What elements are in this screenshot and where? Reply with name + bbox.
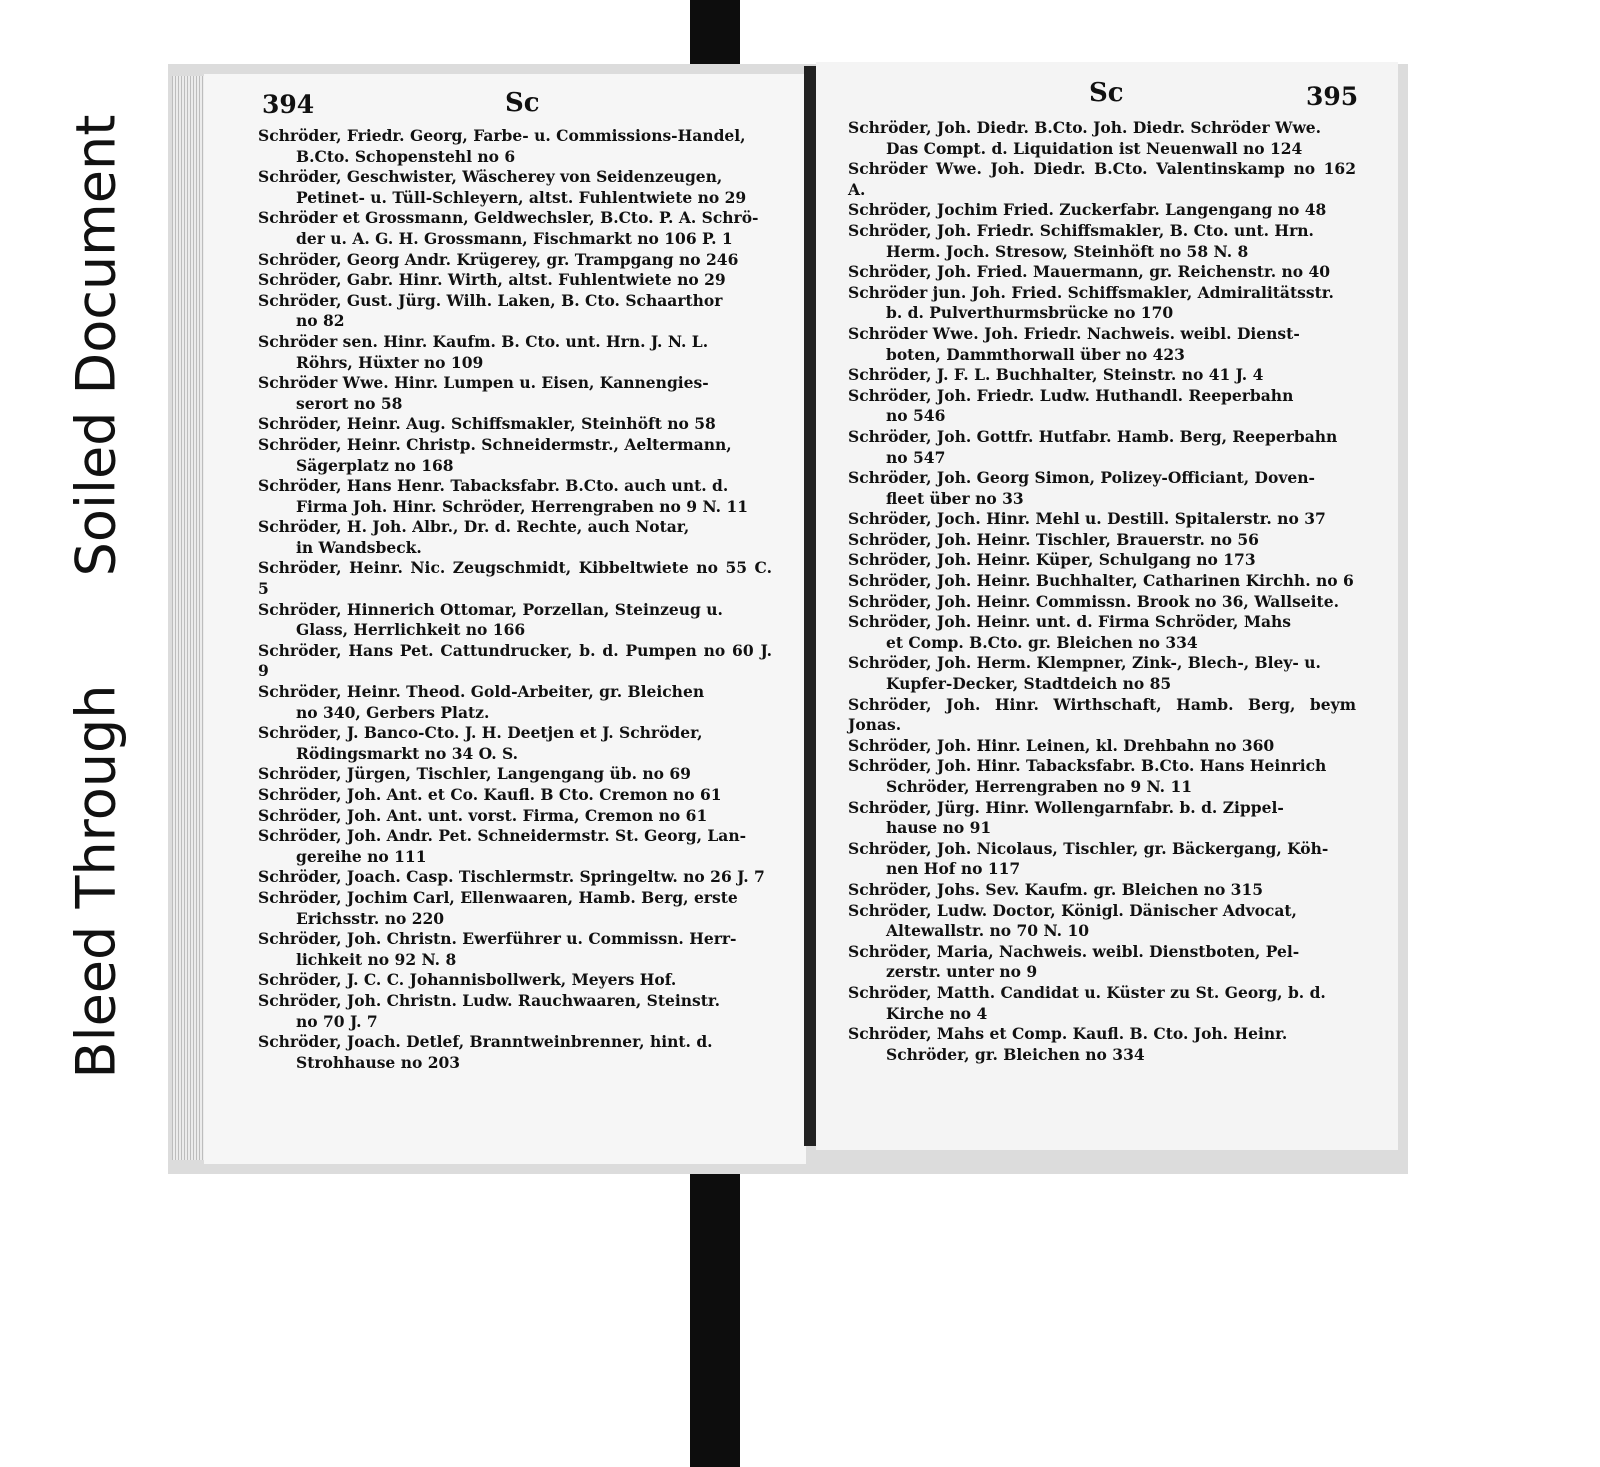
directory-entry — [258, 867, 772, 888]
directory-entry — [258, 929, 772, 970]
entry-line: Schröder, Joh. Heinr. Commissn. Brook no 36, Wallseite. — [848, 591, 1339, 611]
entry-line: Schröder, Joh. Hinr. Tabacksfabr. B.Cto. Hans Heinrich — [848, 756, 1327, 776]
entry-line: Schröder, Maria, Nachweis. weibl. Dienstboten, Pel- — [848, 941, 1300, 961]
entry-continuation-line: Das Compt. d. Liquidation ist Neuenwall no 124 — [886, 138, 1303, 158]
entry-continuation-line: nen Hof no 117 — [886, 859, 1021, 879]
entry-continuation-line: Herm. Joch. Stresow, Steinhöft no 58 N. 8 — [886, 241, 1249, 261]
directory-entry — [258, 785, 772, 806]
directory-entry — [258, 435, 772, 476]
soiled-document-text: Soiled Document — [64, 114, 128, 576]
directory-entry — [258, 517, 772, 558]
entry-line: Schröder, Joh. Heinr. unt. d. Firma Schröder, Mahs — [848, 612, 1292, 632]
bookmark-tab-top — [690, 0, 740, 74]
directory-entry — [258, 291, 772, 332]
entry-line: Schröder, Hans Henr. Tabacksfabr. B.Cto. auch unt. d. — [258, 476, 729, 496]
entry-line: Schröder, Joh. Friedr. Ludw. Huthandl. Reeperbahn — [848, 385, 1294, 405]
directory-entry — [848, 324, 1356, 365]
directory-entry — [258, 332, 772, 373]
entry-line: Schröder, Hans Pet. Cattundrucker, b. d. Pumpen no 60 J. 9 — [258, 640, 772, 681]
bookmark-tab-bottom — [690, 1142, 740, 1467]
directory-entry — [258, 682, 772, 723]
bleed-through-text: Bleed Through — [64, 684, 128, 1078]
entry-continuation-line: zerstr. unter no 9 — [886, 962, 1038, 982]
entry-line: Schröder, Joh. Hinr. Wirthschaft, Hamb. Berg, beym Jonas. — [848, 694, 1356, 735]
right-page-number: 395 — [1306, 82, 1359, 111]
directory-entry — [848, 221, 1356, 262]
entry-line: Schröder, Joh. Ant. et Co. Kaufl. B Cto. Cremon no 61 — [258, 785, 722, 804]
entry-line: Schröder, Geschwister, Wäscherey von Seidenzeugen, — [258, 167, 723, 187]
entry-continuation-line: der u. A. G. H. Grossmann, Fischmarkt no 106 P. 1 — [296, 228, 733, 248]
entry-line: Schröder Wwe. Joh. Diedr. B.Cto. Valentinskamp no 162 A. — [848, 159, 1356, 199]
entry-continuation-line: et Comp. B.Cto. gr. Bleichen no 334 — [886, 632, 1198, 652]
entry-continuation-line: Schröder, gr. Bleichen no 334 — [886, 1044, 1145, 1064]
entry-line: Schröder, H. Joh. Albr., Dr. d. Rechte, auch Notar, — [258, 517, 690, 537]
directory-entry — [848, 365, 1356, 386]
directory-entry — [848, 695, 1356, 736]
entry-continuation-line: Altewallstr. no 70 N. 10 — [886, 921, 1090, 941]
entry-line: Schröder, Jürgen, Tischler, Langengang üb. no 69 — [258, 764, 691, 784]
entry-continuation-line: hause no 91 — [886, 818, 992, 838]
bleed-through-label — [32, 652, 160, 1110]
entry-continuation-line: no 547 — [886, 447, 946, 467]
directory-entry — [258, 414, 772, 435]
entry-line: Schröder, Jochim Fried. Zuckerfabr. Langengang no 48 — [848, 200, 1327, 220]
entry-continuation-line: Schröder, Herrengraben no 9 N. 11 — [886, 777, 1193, 796]
directory-entry — [258, 1032, 772, 1073]
entry-line: Schröder jun. Joh. Fried. Schiffsmakler, Admiralitätsstr. — [848, 282, 1334, 302]
entry-continuation-line: Kirche no 4 — [886, 1003, 988, 1023]
directory-entry — [848, 530, 1356, 551]
directory-entry — [848, 571, 1356, 592]
directory-entry — [258, 167, 772, 208]
entry-line: Schröder, Ludw. Doctor, Königl. Dänischer Advocat, — [848, 900, 1297, 920]
entry-line: Schröder, Joach. Casp. Tischlermstr. Springeltw. no 26 J. 7 — [258, 867, 765, 887]
entry-line: Schröder, Jochim Carl, Ellenwaaren, Hamb. Berg, erste — [258, 887, 738, 907]
left-page-entries — [258, 126, 772, 1073]
entry-line: Schröder, Joh. Gottfr. Hutfabr. Hamb. Berg, Reeperbahn — [848, 426, 1338, 446]
entry-line: Schröder, Joh. Heinr. Küper, Schulgang no 173 — [848, 550, 1256, 570]
directory-entry — [258, 970, 772, 991]
directory-entry — [848, 509, 1356, 530]
entry-continuation-line: in Wandsbeck. — [296, 537, 422, 557]
directory-entry — [258, 826, 772, 867]
directory-entry — [258, 888, 772, 929]
directory-entry — [258, 126, 772, 167]
right-page-entries — [848, 118, 1356, 1065]
directory-entry — [848, 283, 1356, 324]
entry-continuation-line: no 82 — [296, 311, 345, 331]
entry-line: Schröder, Mahs et Comp. Kaufl. B. Cto. Joh. Heinr. — [848, 1024, 1288, 1044]
entry-line: Schröder, Jürg. Hinr. Wollengarnfabr. b. d. Zippel- — [848, 797, 1284, 817]
entry-line: Schröder, Georg Andr. Krügerey, gr. Trampgang no 246 — [258, 249, 739, 269]
entry-continuation-line: Rödingsmarkt no 34 O. S. — [296, 743, 519, 763]
directory-entry — [848, 468, 1356, 509]
entry-continuation-line: Sägerplatz no 168 — [296, 455, 454, 475]
directory-entry — [848, 983, 1356, 1024]
directory-entry — [848, 200, 1356, 221]
directory-entry — [848, 592, 1356, 613]
entry-continuation-line: boten, Dammthorwall über no 423 — [886, 344, 1185, 364]
entry-continuation-line: lichkeit no 92 N. 8 — [296, 949, 457, 969]
entry-line: Schröder, Joh. Herm. Klempner, Zink-, Blech-, Bley- u. — [848, 653, 1321, 673]
directory-entry — [848, 901, 1356, 942]
entry-line: Schröder, Gust. Jürg. Wilh. Laken, B. Cto. Schaarthor — [258, 290, 723, 310]
entry-continuation-line: no 70 J. 7 — [296, 1011, 378, 1031]
directory-entry — [848, 653, 1356, 694]
entry-line: Schröder, Joach. Detlef, Branntweinbrenner, hint. d. — [258, 1032, 713, 1052]
entry-continuation-line: Erichsstr. no 220 — [296, 908, 445, 928]
entry-line: Schröder, Joh. Friedr. Schiffsmakler, B. Cto. unt. Hrn. — [848, 220, 1314, 240]
directory-entry — [258, 373, 772, 414]
directory-entry — [848, 839, 1356, 880]
directory-entry — [848, 118, 1356, 159]
entry-line: Schröder, Joh. Heinr. Tischler, Brauerstr. no 56 — [848, 529, 1259, 549]
entry-continuation-line: no 546 — [886, 406, 946, 426]
entry-line: Schröder, Joh. Heinr. Buchhalter, Catharinen Kirchh. no 6 — [848, 571, 1354, 591]
directory-entry — [258, 270, 772, 291]
entry-continuation-line: Petinet- u. Tüll-Schleyern, altst. Fuhlentwiete no 29 — [296, 187, 747, 207]
entry-line: Schröder Wwe. Hinr. Lumpen u. Eisen, Kannengies- — [258, 373, 709, 393]
entry-line: Schröder, Joh. Ant. unt. vorst. Firma, Cremon no 61 — [258, 805, 708, 825]
left-page-header: Sc — [505, 88, 540, 118]
entry-line: Schröder, Joh. Georg Simon, Polizey-Officiant, Doven- — [848, 468, 1315, 488]
entry-continuation-line: serort no 58 — [296, 393, 403, 413]
right-page-header: Sc — [1089, 78, 1124, 108]
entry-line: Schröder, Hinnerich Ottomar, Porzellan, Steinzeug u. — [258, 599, 723, 619]
entry-continuation-line: fleet über no 33 — [886, 488, 1024, 508]
directory-entry — [848, 736, 1356, 757]
entry-line: Schröder, Joh. Nicolaus, Tischler, gr. Bäckergang, Köh- — [848, 838, 1329, 858]
directory-entry — [848, 612, 1356, 653]
entry-line: Schröder, J. Banco-Cto. J. H. Deetjen et J. Schröder, — [258, 723, 703, 743]
entry-line: Schröder, Heinr. Nic. Zeugschmidt, Kibbeltwiete no 55 C. 5 — [258, 558, 772, 599]
entry-continuation-line: Glass, Herrlichkeit no 166 — [296, 620, 526, 640]
directory-entry — [258, 250, 772, 271]
directory-entry — [258, 641, 772, 682]
directory-entry — [258, 991, 772, 1032]
directory-entry — [848, 798, 1356, 839]
entry-line: Schröder, Johs. Sev. Kaufm. gr. Bleichen no 315 — [848, 879, 1264, 899]
directory-entry — [848, 880, 1356, 901]
directory-entry — [848, 386, 1356, 427]
entry-line: Schröder sen. Hinr. Kaufm. B. Cto. unt. Hrn. J. N. L. — [258, 331, 709, 351]
directory-entry — [848, 756, 1356, 797]
directory-entry — [258, 600, 772, 641]
entry-line: Schröder, Joh. Christn. Ludw. Rauchwaaren, Steinstr. — [258, 990, 721, 1010]
soiled-document-label — [32, 76, 160, 614]
entry-continuation-line: b. d. Pulverthurmsbrücke no 170 — [886, 303, 1174, 323]
directory-entry — [258, 558, 772, 599]
entry-continuation-line: Firma Joh. Hinr. Schröder, Herrengraben no 9 N. 11 — [296, 496, 749, 516]
left-page-number: 394 — [262, 90, 315, 119]
directory-entry — [848, 159, 1356, 200]
entry-line: Schröder, Joch. Hinr. Mehl u. Destill. Spitalerstr. no 37 — [848, 509, 1326, 529]
entry-line: Schröder, Joh. Christn. Ewerführer u. Commissn. Herr- — [258, 929, 737, 949]
directory-entry — [848, 1024, 1356, 1065]
directory-entry — [258, 806, 772, 827]
entry-continuation-line: Strohhause no 203 — [296, 1052, 461, 1072]
entry-line: Schröder, Matth. Candidat u. Küster zu St. Georg, b. d. — [848, 982, 1326, 1002]
directory-entry — [258, 723, 772, 764]
entry-line: Schröder, Joh. Andr. Pet. Schneidermstr. St. Georg, Lan- — [258, 826, 747, 846]
directory-entry — [848, 942, 1356, 983]
entry-continuation-line: no 340, Gerbers Platz. — [296, 702, 490, 722]
directory-entry — [848, 262, 1356, 283]
entry-continuation-line: Röhrs, Hüxter no 109 — [296, 352, 484, 372]
entry-continuation-line: gereihe no 111 — [296, 846, 427, 866]
directory-entry — [258, 476, 772, 517]
entry-continuation-line: B.Cto. Schopenstehl no 6 — [296, 146, 516, 166]
entry-line: Schröder, Joh. Hinr. Leinen, kl. Drehbahn no 360 — [848, 735, 1275, 755]
directory-entry — [848, 427, 1356, 468]
entry-line: Schröder et Grossmann, Geldwechsler, B.Cto. P. A. Schrö- — [258, 208, 759, 228]
directory-entry — [258, 764, 772, 785]
entry-line: Schröder, J. F. L. Buchhalter, Steinstr. no 41 J. 4 — [848, 365, 1264, 385]
entry-line: Schröder Wwe. Joh. Friedr. Nachweis. weibl. Dienst- — [848, 323, 1300, 343]
entry-line: Schröder, Friedr. Georg, Farbe- u. Commissions-Handel, — [258, 126, 746, 145]
entry-line: Schröder, Heinr. Theod. Gold-Arbeiter, gr. Bleichen — [258, 682, 705, 702]
entry-line: Schröder, Heinr. Christp. Schneidermstr., Aeltermann, — [258, 434, 732, 454]
directory-entry — [848, 550, 1356, 571]
entry-continuation-line: Kupfer-Decker, Stadtdeich no 85 — [886, 674, 1172, 694]
entry-line: Schröder, Heinr. Aug. Schiffsmakler, Steinhöft no 58 — [258, 414, 716, 434]
entry-line: Schröder, Joh. Fried. Mauermann, gr. Reichenstr. no 40 — [848, 262, 1331, 282]
entry-line: Schröder, Joh. Diedr. B.Cto. Joh. Diedr. Schröder Wwe. — [848, 118, 1322, 137]
entry-line: Schröder, J. C. C. Johannisbollwerk, Meyers Hof. — [258, 970, 677, 990]
directory-entry — [258, 208, 772, 249]
entry-line: Schröder, Gabr. Hinr. Wirth, altst. Fuhlentwiete no 29 — [258, 270, 726, 290]
